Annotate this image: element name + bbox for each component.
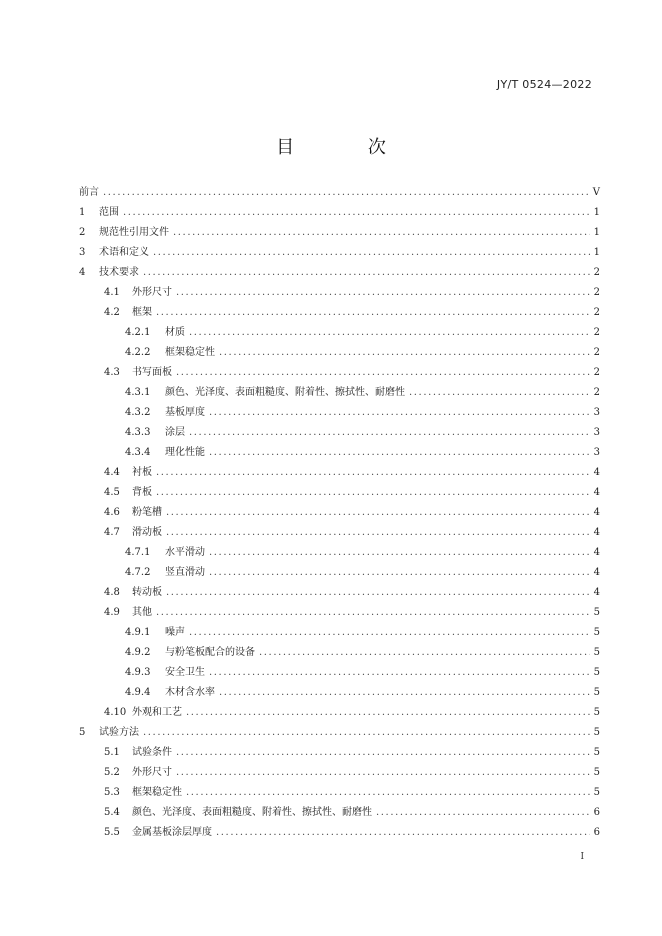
toc-entry-page: 5	[593, 767, 600, 778]
toc-entry-page: 5	[593, 727, 600, 738]
toc-entry[interactable]	[79, 403, 600, 423]
toc-entry-label: 试验方法	[99, 727, 139, 738]
dot-leader	[186, 783, 590, 803]
toc-entry-page: 3	[593, 427, 600, 438]
toc-entry-page: 1	[593, 227, 600, 238]
toc-entry-page: 5	[593, 667, 600, 678]
toc-entry-number: 4.9.4	[125, 687, 151, 698]
toc-entry[interactable]	[79, 703, 600, 723]
toc-entry-label: 外观和工艺	[132, 707, 182, 718]
toc-entry-page: 2	[593, 367, 600, 378]
dot-leader	[156, 603, 590, 623]
toc-entry-number: 4.3.2	[125, 407, 151, 418]
toc-entry-label: 颜色、光泽度、表面粗糙度、附着性、擦拭性、耐磨性	[132, 807, 372, 818]
toc-entry[interactable]	[79, 723, 600, 743]
toc-entry[interactable]	[79, 483, 600, 503]
toc-entry-label: 书写面板	[132, 367, 172, 378]
toc-entry[interactable]	[79, 603, 600, 623]
dot-leader	[209, 403, 590, 423]
toc-entry-number: 4.3.3	[125, 427, 151, 438]
toc-entry[interactable]	[79, 663, 600, 683]
page-title: 目 次	[276, 137, 420, 158]
toc-entry-label: 框架稳定性	[132, 787, 182, 798]
dot-leader	[143, 723, 590, 743]
toc-entry-label: 与粉笔板配合的设备	[165, 647, 255, 658]
toc-entry-label: 规范性引用文件	[99, 227, 169, 238]
toc-entry-number: 4.9.1	[125, 627, 151, 638]
dot-leader	[176, 363, 590, 383]
toc-entry-page: 6	[593, 827, 600, 838]
toc-entry[interactable]	[79, 743, 600, 763]
toc-entry[interactable]	[79, 823, 600, 843]
toc-entry[interactable]	[79, 463, 600, 483]
toc-entry-number: 4.2	[104, 307, 120, 318]
toc-entry-page: 1	[593, 207, 600, 218]
table-of-contents	[79, 183, 600, 843]
toc-entry[interactable]	[79, 763, 600, 783]
dot-leader	[209, 543, 590, 563]
toc-entry-number: 5.3	[104, 787, 120, 798]
toc-entry-page: 5	[593, 647, 600, 658]
toc-entry-page: 4	[593, 567, 600, 578]
toc-entry-label: 水平滑动	[165, 547, 205, 558]
toc-entry-page: V	[592, 187, 600, 198]
toc-entry-number: 4.7.1	[125, 547, 151, 558]
toc-entry-number: 4.2.1	[125, 327, 151, 338]
toc-entry-page: 4	[593, 587, 600, 598]
toc-entry-page: 2	[593, 347, 600, 358]
toc-entry-page: 6	[593, 807, 600, 818]
toc-entry[interactable]	[79, 323, 600, 343]
toc-entry-label: 转动板	[132, 587, 162, 598]
toc-entry[interactable]	[79, 543, 600, 563]
toc-entry[interactable]	[79, 243, 600, 263]
toc-entry-label: 框架稳定性	[165, 347, 215, 358]
page-number: I	[580, 852, 584, 862]
toc-entry-page: 2	[593, 307, 600, 318]
toc-entry-label: 术语和定义	[99, 247, 149, 258]
dot-leader	[259, 643, 590, 663]
dot-leader	[143, 263, 590, 283]
toc-entry[interactable]	[79, 343, 600, 363]
toc-entry-label: 背板	[132, 487, 152, 498]
toc-entry-number: 4.8	[104, 587, 120, 598]
toc-entry-page: 5	[593, 747, 600, 758]
toc-entry[interactable]	[79, 503, 600, 523]
toc-entry[interactable]	[79, 523, 600, 543]
toc-entry-page: 4	[593, 507, 600, 518]
toc-entry-page: 1	[593, 247, 600, 258]
dot-leader	[209, 563, 590, 583]
toc-entry-page: 4	[593, 467, 600, 478]
dot-leader	[189, 623, 590, 643]
toc-entry-page: 4	[593, 527, 600, 538]
dot-leader	[166, 583, 590, 603]
dot-leader	[209, 443, 590, 463]
toc-entry-label: 颜色、光泽度、表面粗糙度、附着性、擦拭性、耐磨性	[165, 387, 405, 398]
toc-entry-page: 3	[593, 447, 600, 458]
toc-entry[interactable]	[79, 223, 600, 243]
toc-entry[interactable]	[79, 263, 600, 283]
dot-leader	[166, 503, 590, 523]
toc-entry-number: 4.9.2	[125, 647, 151, 658]
toc-entry-number: 4.7	[104, 527, 120, 538]
toc-entry-label: 基板厚度	[165, 407, 205, 418]
toc-entry[interactable]	[79, 623, 600, 643]
toc-entry-label: 粉笔槽	[132, 507, 162, 518]
toc-entry[interactable]	[79, 783, 600, 803]
toc-entry-number: 3	[79, 247, 86, 258]
toc-entry-label: 材质	[165, 327, 185, 338]
toc-entry-label: 滑动板	[132, 527, 162, 538]
toc-entry-label: 理化性能	[165, 447, 205, 458]
dot-leader	[189, 423, 590, 443]
toc-entry[interactable]	[79, 183, 600, 203]
dot-leader	[176, 763, 590, 783]
toc-entry-page: 2	[593, 267, 600, 278]
toc-entry-label: 试验条件	[132, 747, 172, 758]
toc-entry-label: 技术要求	[99, 267, 139, 278]
dot-leader	[156, 303, 590, 323]
toc-entry-number: 4.3	[104, 367, 120, 378]
dot-leader	[186, 703, 590, 723]
toc-entry-number: 4.10	[104, 707, 127, 718]
toc-entry[interactable]	[79, 583, 600, 603]
dot-leader	[216, 823, 590, 843]
toc-entry-label: 涂层	[165, 427, 185, 438]
toc-entry-label: 外形尺寸	[132, 767, 172, 778]
toc-entry-label: 木材含水率	[165, 687, 215, 698]
toc-entry[interactable]	[79, 283, 600, 303]
dot-leader	[209, 663, 590, 683]
toc-entry-number: 4.3.4	[125, 447, 151, 458]
dot-leader	[176, 283, 590, 303]
dot-leader	[176, 743, 590, 763]
dot-leader	[219, 683, 590, 703]
toc-entry-number: 4.5	[104, 487, 120, 498]
toc-entry-page: 5	[593, 707, 600, 718]
toc-entry-label: 安全卫生	[165, 667, 205, 678]
toc-entry[interactable]	[79, 443, 600, 463]
toc-entry-number: 4.2.2	[125, 347, 151, 358]
toc-entry[interactable]	[79, 363, 600, 383]
toc-entry-label: 竖直滑动	[165, 567, 205, 578]
dot-leader	[219, 343, 590, 363]
dot-leader	[123, 203, 590, 223]
toc-entry-label: 噪声	[165, 627, 185, 638]
toc-entry-page: 2	[593, 287, 600, 298]
toc-entry-number: 5.1	[104, 747, 120, 758]
dot-leader	[173, 223, 590, 243]
toc-entry[interactable]	[79, 643, 600, 663]
toc-entry-number: 4.4	[104, 467, 120, 478]
toc-entry-number: 4.1	[104, 287, 120, 298]
dot-leader	[156, 463, 590, 483]
toc-entry-number: 4.9.3	[125, 667, 151, 678]
document-code: JY/T 0524—2022	[496, 78, 592, 91]
dot-leader	[153, 243, 590, 263]
toc-entry-page: 5	[593, 607, 600, 618]
dot-leader	[409, 383, 590, 403]
toc-entry[interactable]	[79, 303, 600, 323]
toc-entry-label: 金属基板涂层厚度	[132, 827, 212, 838]
toc-entry-label: 衬板	[132, 467, 152, 478]
toc-entry-page: 4	[593, 547, 600, 558]
toc-entry-page: 5	[593, 787, 600, 798]
toc-entry-number: 4	[79, 267, 86, 278]
dot-leader	[103, 183, 589, 203]
toc-entry-label: 范围	[99, 207, 119, 218]
toc-entry-number: 4.3.1	[125, 387, 151, 398]
toc-entry[interactable]	[79, 563, 600, 583]
toc-entry-page: 5	[593, 627, 600, 638]
toc-entry[interactable]	[79, 203, 600, 223]
toc-entry-page: 3	[593, 407, 600, 418]
toc-entry-number: 1	[79, 207, 86, 218]
toc-entry[interactable]	[79, 423, 600, 443]
toc-entry[interactable]	[79, 803, 600, 823]
toc-entry-label: 其他	[132, 607, 152, 618]
dot-leader	[156, 483, 590, 503]
toc-entry-page: 2	[593, 327, 600, 338]
dot-leader	[166, 523, 590, 543]
toc-entry-number: 5	[79, 727, 86, 738]
toc-entry-label: 外形尺寸	[132, 287, 172, 298]
toc-entry-number: 5.5	[104, 827, 120, 838]
dot-leader	[376, 803, 590, 823]
toc-entry-label: 前言	[79, 187, 99, 198]
toc-entry-number: 4.9	[104, 607, 120, 618]
toc-entry-page: 2	[593, 387, 600, 398]
toc-entry-number: 4.6	[104, 507, 120, 518]
toc-entry-number: 5.4	[104, 807, 120, 818]
toc-entry-page: 4	[593, 487, 600, 498]
toc-entry[interactable]	[79, 683, 600, 703]
dot-leader	[189, 323, 590, 343]
toc-entry-number: 4.7.2	[125, 567, 151, 578]
toc-entry-number: 2	[79, 227, 86, 238]
toc-entry[interactable]	[79, 383, 600, 403]
toc-entry-number: 5.2	[104, 767, 120, 778]
toc-entry-page: 5	[593, 687, 600, 698]
toc-entry-label: 框架	[132, 307, 152, 318]
